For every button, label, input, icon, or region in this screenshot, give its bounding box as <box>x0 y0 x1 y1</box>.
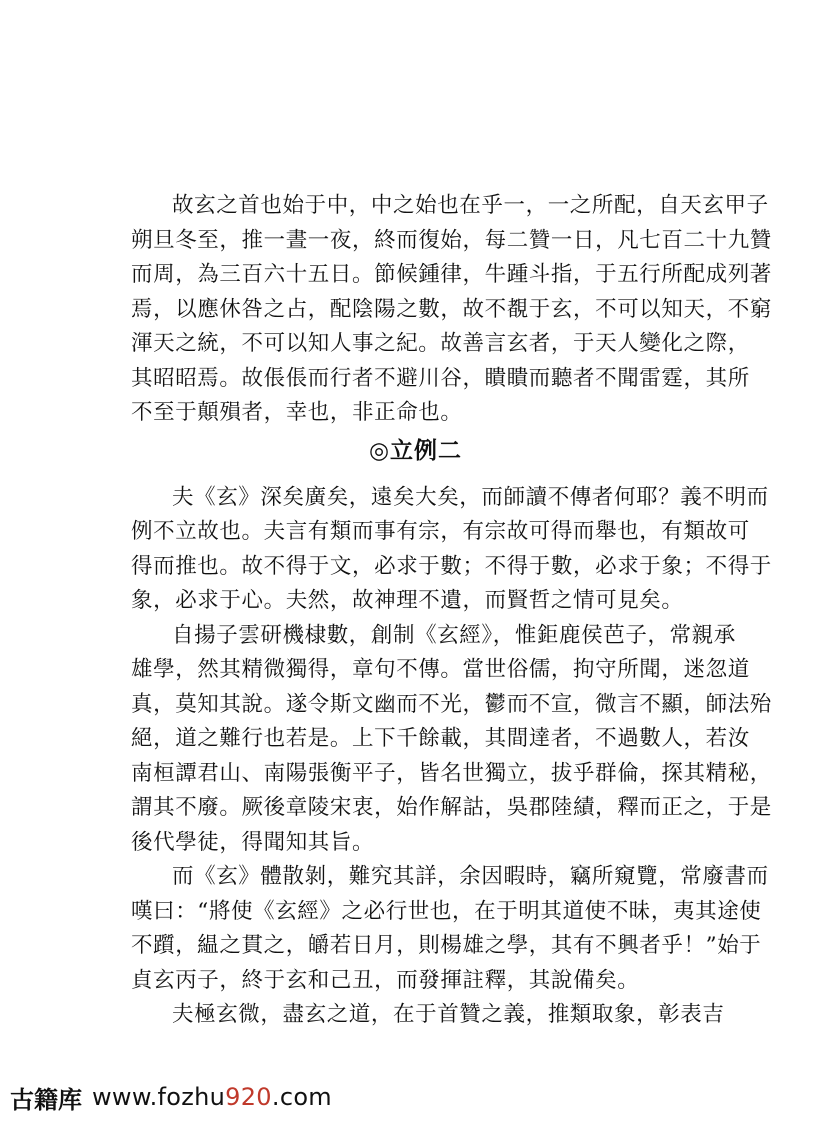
paragraph-1-line-6: 其昭昭焉。故倀倀而行者不避川谷，瞶瞶而聽者不聞雷霆，其所 <box>131 366 750 391</box>
paragraph-1-line-5: 渾天之統，不可以知人事之紀。故善言玄者，于天人變化之際， <box>131 331 750 356</box>
paragraph-4-line-2: 嘆曰：“將使《玄經》之必行世也，在于明其道使不昧，夷其途使 <box>131 899 762 924</box>
paragraph-3-line-5: 南桓譚君山、南陽張衡平子，皆名世獨立，拔乎群倫，探其精秘， <box>131 761 772 786</box>
paragraph-2-line-4: 象，必求于心。夫然，故神理不遺，而賢哲之情可見矣。 <box>131 588 684 613</box>
paragraph-4-line-3: 不躓，緼之貫之，皭若日月，則楊雄之學，其有不興者乎！”始于 <box>131 933 762 958</box>
paragraph-1-line-2: 朔旦冬至，推一晝一夜，終而復始，每二贊一日，凡七百二十九贊 <box>131 228 772 253</box>
watermark-site-name: 古籍库 <box>10 1085 82 1114</box>
site-watermark <box>10 1080 332 1114</box>
paragraph-3-line-3: 真，莫知其說。遂令斯文幽而不光，鬱而不宣，微言不顯，師法殆 <box>131 692 772 717</box>
section-heading: ◎立例二 <box>368 438 463 464</box>
paragraph-1-line-4: 焉，以應休咎之占，配陰陽之數，故不覩于玄，不可以知天，不窮 <box>131 297 772 322</box>
paragraph-5-line-1: 夫極玄微，盡玄之道，在于首贊之義，推類取象，彰表吉 <box>172 1002 725 1027</box>
paragraph-2-line-3: 得而推也。故不得于文，必求于數；不得于數，必求于象；不得于 <box>131 554 772 579</box>
paragraph-1-line-3: 而周，為三百六十五日。節候鍾律，牛踵斗指，于五行所配成列著 <box>131 262 772 287</box>
paragraph-1-line-1: 故玄之首也始于中，中之始也在乎一，一之所配，自天玄甲子 <box>172 193 769 218</box>
paragraph-3-line-2: 雄學，然其精微獨得，章句不傳。當世俗儒，拘守所聞，迷忽道 <box>131 657 750 682</box>
watermark-url <box>92 1083 332 1111</box>
paragraph-3-line-4: 絕，道之難行也若是。上下千餘載，其間達者，不過數人，若汝 <box>131 726 750 751</box>
watermark-url-highlight: 920 <box>225 1083 272 1111</box>
paragraph-3-line-1: 自揚子雲研機棣數，創制《玄經》，惟鉅鹿侯芭子，常親承 <box>172 623 736 648</box>
paragraph-2-line-2: 例不立故也。夫言有類而事有宗，有宗故可得而舉也，有類故可 <box>131 519 750 544</box>
watermark-url-prefix: www.fozhu <box>92 1083 226 1111</box>
paragraph-1-line-7: 不至于顛殞者，幸也，非正命也。 <box>131 400 463 425</box>
paragraph-3-line-7: 後代學徒，得聞知其旨。 <box>131 830 375 855</box>
paragraph-4-line-4: 貞玄丙子，終于玄和己丑，而發揮註釋，其說備矣。 <box>131 968 640 993</box>
paragraph-2-line-1: 夫《玄》深矣廣矣，遠矣大矣，而師讀不傳者何耶？義不明而 <box>172 485 769 510</box>
paragraph-4-line-1: 而《玄》體散剝，難究其詳，余因暇時，竊所窺覽，常廢書而 <box>172 864 769 889</box>
watermark-url-suffix: .com <box>271 1083 332 1111</box>
paragraph-3-line-6: 謂其不廢。厥後章陵宋衷，始作解詁，吳郡陸績，釋而正之，于是 <box>131 795 772 820</box>
